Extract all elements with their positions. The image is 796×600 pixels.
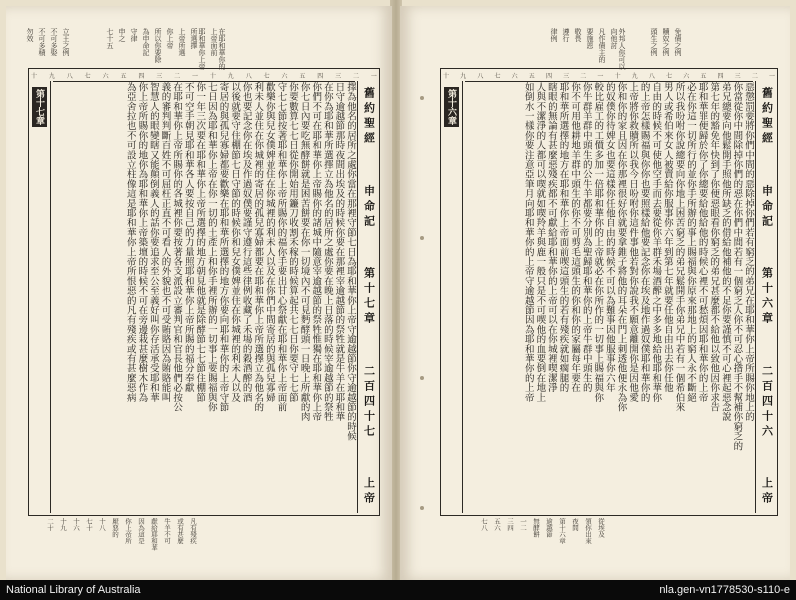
text-column: 你當從你中間除掉你們的惡在你們中間若有一個窮乏人你不可忍心揝手不幫補你窮乏的 xyxy=(731,82,743,451)
top-note: 遵行 xyxy=(562,28,570,42)
top-note: 要施恩 xyxy=(586,28,594,49)
top-note: 耶和華你上帝所選擇 xyxy=(190,28,206,70)
right-top-notes xyxy=(550,28,626,72)
top-note: 為申命記 xyxy=(142,28,150,56)
left-chapter-margin xyxy=(29,81,51,513)
text-column: 你不可用他耕地羊群中頭生的你不可剪毛這頭生的你和你的家屬每年要在 xyxy=(569,82,581,393)
left-top-notes xyxy=(106,28,226,72)
left-top-outer-notes xyxy=(26,28,70,72)
top-note: 立王之例 xyxy=(62,28,70,56)
top-note: 上帝所選 xyxy=(178,28,186,56)
page-number: 二百四十六 xyxy=(760,364,774,440)
bottom-note: 逾越節 xyxy=(545,518,553,538)
binding-holes xyxy=(420,6,426,580)
bottom-note: 從埃及 xyxy=(597,518,605,538)
text-column: 人與不潔淨的人都可以喫就如喫羚羊與鹿一般只是不可喫他的血要倒在地上 xyxy=(534,82,546,403)
top-note: 凡作債主的 xyxy=(598,28,606,63)
top-note: 申之 xyxy=(118,28,126,42)
text-column: 必在你這一切所行的並你手所辦的事上賜福與你原來那地上的窮人永不斷絕 xyxy=(685,82,697,403)
text-column: 男人或希伯來女人被賣給你服事你六年到第七年就要任他自由出去你任他 xyxy=(661,82,673,393)
top-note: 贖奴之例 xyxy=(662,28,670,56)
bottom-note: 無酵餅 xyxy=(532,518,540,538)
top-note: 不可多積 xyxy=(38,28,46,56)
text-column: 所以我吩咐你說總要向你地上困苦窮乏的弟兄鬆開手你弟兄中若有一個希伯來 xyxy=(673,82,685,412)
bottom-note: 凡有殘疾 xyxy=(189,518,197,544)
top-note: 敬畏 xyxy=(574,28,582,42)
library-credit: National Library of Australia xyxy=(6,584,141,596)
chapter-marker: 第十六章 xyxy=(444,87,459,127)
bottom-note: 厭惡的 xyxy=(111,518,119,538)
text-column: 如倒水一樣你要注意亞筆月向耶和華你的上帝守逾越節因為耶和華你的上帝 xyxy=(522,82,534,403)
text-column: 利未人並住在你城裡的寄居的孤兒寡婦都要在耶和華你上帝所選擇立為他名的 xyxy=(252,82,264,412)
top-note: 免債之例 xyxy=(674,28,682,56)
text-column: 在耶和華你上帝所賜你的各城裡你要按著各支派設立審判官和官長他們必按公 xyxy=(171,82,183,412)
left-page xyxy=(6,6,392,580)
text-column: 你也要記念你在埃及作過奴僕要謹守遵行這些律例收藏了禾場的穀酒醡的酒 xyxy=(240,82,252,403)
bottom-note: 領你出來 xyxy=(584,518,592,544)
text-column: 的上帝怎樣賜福與你你也要照樣給他要記念你在埃及地作過奴僕耶和華你的 xyxy=(638,82,650,403)
top-note: 外邦人你可以向他討 xyxy=(610,28,626,70)
top-note: 不可多娶 xyxy=(50,28,58,56)
right-running-head xyxy=(755,81,777,513)
text-column: 為亞舍拉也不可設立柱像這是耶和華你上帝所恨惡的凡有殘疾或有甚麼惡病 xyxy=(124,82,136,403)
line-number-row: 一 二 三 四 五 六 七 八 九 十 一 二 三 四 五 六 七 八 九 十 xyxy=(31,73,377,80)
top-note: 頭生之例 xyxy=(650,28,658,56)
left-text-frame xyxy=(28,68,380,516)
text-column: 耶和華所選擇的地方在耶和華你上帝面前喫這頭生的若有殘疾就如瘸腿的 xyxy=(557,82,569,393)
text-column: 守七七節按著耶和華你上帝所賜你的福你手要出甘心祭獻在耶和華你上帝面前 xyxy=(275,82,287,412)
binding-hole xyxy=(420,236,424,240)
book-title: 申命記 xyxy=(362,184,376,230)
text-column: 惡懲罰要將你們中間的惡除掉你們若有窮乏的弟兄在耶和華你上帝所賜你地上的 xyxy=(743,82,754,422)
text-column: 不可空手朝見耶和華各人要按自己的力量照耶和華你上帝所賜的福分奉獻 xyxy=(182,82,194,393)
right-bottom-notes xyxy=(480,518,604,570)
right-body-text xyxy=(465,81,753,513)
bottom-note: 一二 xyxy=(519,518,527,531)
text-column: 上帝將你救贖所以我今日吩咐你這件事他若對你說我不願意離開你是因他愛 xyxy=(627,82,639,403)
text-column: 擇為他名的居所之處你當在那裡守節七日為耶和華你上帝守逾越節你守逾越節的時候 xyxy=(345,82,356,441)
item-identifier: nla.gen-vn1778530-s110-e xyxy=(659,584,790,596)
side-mark: 上帝 xyxy=(760,477,774,507)
chapter-title: 第十六章 xyxy=(760,267,774,327)
top-note: 律例 xyxy=(550,28,558,42)
bottom-note: 因為這是 xyxy=(137,518,145,544)
text-column: 你七日內要吃無酵餅就是困苦餅要在你一切境內不可見麪酵頭一日晚上所獻的肉 xyxy=(298,82,310,422)
text-column: 自由的時候不可使他空手而去要從你羊群禾場酒醡之中多多地給他耶和華你 xyxy=(650,82,662,403)
side-mark: 上帝 xyxy=(362,477,376,507)
top-note: 在耶和華你的上帝面前 xyxy=(210,28,226,70)
text-column: 以後就要守住棚節七日守節的時候你和兒女僕婢並住在你城裡的利未人以及 xyxy=(229,82,241,403)
book-title: 申命記 xyxy=(760,184,774,230)
text-column: 你上帝所賜你的地你為耶和華你上帝築壇的時候不可在旁邊栽甚麼樹木作為 xyxy=(136,82,148,403)
text-column: 你牛群羊群中頭生的公牛羊都要分別為聖歸耶和華你的上帝牛群中頭生的 xyxy=(580,82,592,393)
page-number: 二百四十七 xyxy=(362,364,376,440)
chapter-title: 第十七章 xyxy=(362,267,376,327)
right-chapter-margin xyxy=(441,81,463,513)
bottom-note: 七十 xyxy=(85,518,93,531)
bottom-note: 獻給耶和華 xyxy=(150,518,158,551)
text-column: 你和你的家且因在你那裡很好你就要拿錐子將他的耳朵在門上刺透他便永為你 xyxy=(615,82,627,412)
text-column: 較比雇工的工價多加一倍耶和華你的上帝就必在你所作的一切事上賜福與你 xyxy=(592,82,604,403)
text-column: 日守逾越節那時夜間出埃及的時候你要在那裡宰逾越節的祭牲就是牛羊在耶和華 xyxy=(333,82,345,422)
left-bottom-notes xyxy=(46,518,196,570)
attribution-bar xyxy=(0,580,796,600)
text-column: 在你為耶和華所選擇立為他名的居所之處你要在晚上日落的時候宰逾越節的祭牲 xyxy=(321,82,333,422)
bottom-note: 三四 xyxy=(506,518,514,531)
top-note: 勿效 xyxy=(26,28,34,42)
left-body-text xyxy=(53,81,355,513)
text-column: 瞎眼的無論有甚麼惡殘疾都不可獻給耶和華你的上帝可以在你城裡喫潔淨 xyxy=(545,82,557,393)
text-column: 你們不可在耶和華你上帝賜你的諸城中隨意宰逾越節的祭牲惟獨在耶和華你上帝 xyxy=(310,82,322,422)
bottom-note: 七八 xyxy=(480,518,488,531)
text-column: 弟兄總要向他鬆開手照他所缺乏的借給他補他的不足你要謹慎不可心裡起惡念說 xyxy=(719,82,731,422)
bottom-note: 五六 xyxy=(493,518,501,531)
text-column: 歡樂你與兒女僕婢並住在你城裡的利未人以及在你們中間寄居的與孤兒寡婦 xyxy=(263,82,275,403)
text-column: 七日因為耶和華你上帝在你一切的土產上和你手裡所辦的一切事上要賜福與你 xyxy=(205,82,217,412)
top-note: 守律 xyxy=(130,28,138,42)
text-column: 智慧人的眼變瞎又能顛倒義人的話你要追求至公至義好叫你存活承受耶和華 xyxy=(147,82,159,403)
bottom-note: 你上帝所 xyxy=(124,518,132,544)
top-note: 七十五 xyxy=(106,28,114,49)
right-page xyxy=(400,6,790,580)
text-column: 耶和華罪便歸於你了你總要給他給他的時候心裡不可愁煩因耶和華你的上帝 xyxy=(696,82,708,403)
chapter-marker: 第十七章 xyxy=(32,87,47,127)
text-column: 寄居的與孤兒寡婦都要歡樂在耶和華所選擇的地方你要向耶和華你的上帝守節 xyxy=(217,82,229,412)
bottom-note: 或有甚麼 xyxy=(176,518,184,544)
running-title: 舊約聖經 xyxy=(760,87,774,147)
binding-hole xyxy=(420,376,424,380)
top-note: 所以你要除 xyxy=(154,28,162,63)
left-running-head xyxy=(357,81,379,513)
text-column: 的奴僕你待婢女也要這樣你任他自由的時候不可以為難事因他服事你六年 xyxy=(603,82,615,393)
binding-hole xyxy=(420,96,424,100)
top-note: 你上帝 xyxy=(166,28,174,49)
running-title: 舊約聖經 xyxy=(362,87,376,147)
bottom-note: 十六 xyxy=(72,518,80,531)
text-column: 義的審判判斷百姓不可屈枉正直不可看人的外貌也不可受賄賂因為賄賂能叫 xyxy=(159,82,171,403)
bottom-note: 二十 xyxy=(46,518,54,531)
bottom-note: 夜間 xyxy=(571,518,579,531)
right-text-frame xyxy=(440,68,778,516)
bottom-note: 第十六章 xyxy=(558,518,566,544)
text-column: 第七年的豁免年快到了你便惡眼看你窮乏的弟兄甚麼都不給他以致他因你求告 xyxy=(708,82,720,412)
right-top-outer-notes xyxy=(650,28,682,72)
binding-hole xyxy=(420,506,424,510)
bottom-note: 十八 xyxy=(98,518,106,531)
line-number-row: 一 二 三 四 五 六 七 八 九 十 一 二 三 四 五 六 七 八 九 十 xyxy=(443,73,775,80)
text-column: 你要數算七七日從你開始用鐮刀收割禾稼的時候算起共七七日你要守七七節 xyxy=(287,82,299,403)
bottom-note: 牛羊不可 xyxy=(163,518,171,544)
text-column: 你一年三次要在耶和華你上帝所選擇的地方朝見他就是除酵節七七節住棚節 xyxy=(194,82,206,403)
bottom-note: 十九 xyxy=(59,518,67,531)
